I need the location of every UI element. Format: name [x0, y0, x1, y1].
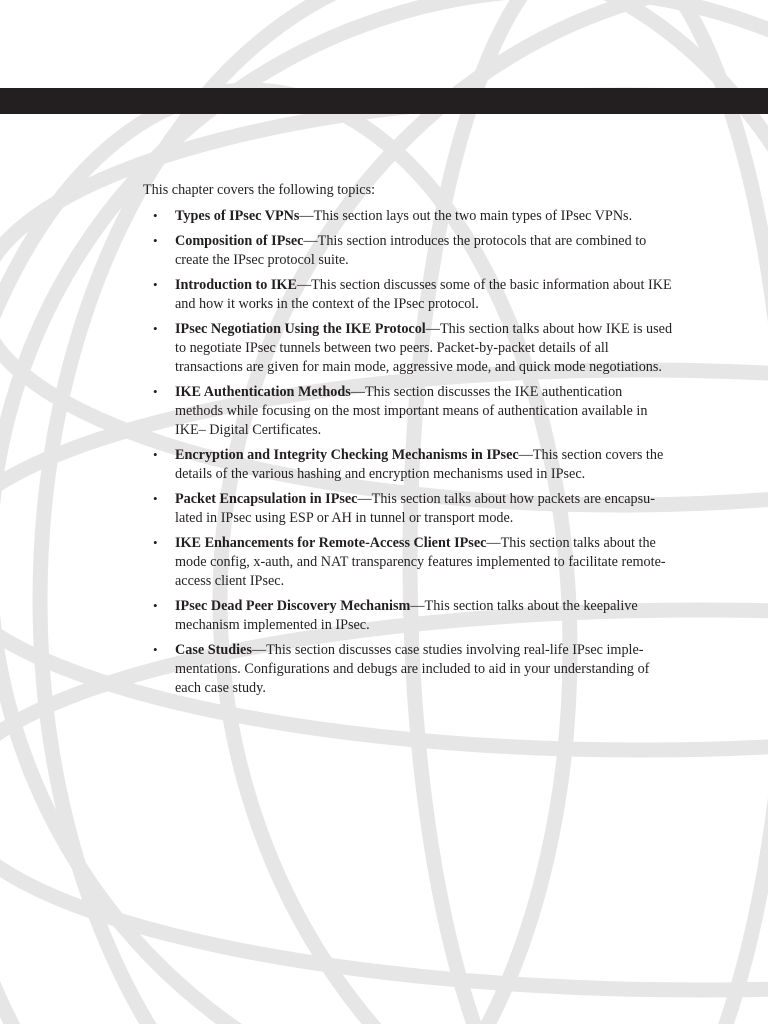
em-dash: — [251, 642, 267, 658]
list-item [143, 383, 673, 440]
bullet-icon: • [153, 642, 158, 657]
bullet-icon: • [153, 384, 158, 399]
em-dash: — [425, 321, 440, 337]
topic-description: This section talks about the keepalive mechanism implemented in IPsec. [175, 598, 638, 633]
list-item [143, 446, 673, 484]
em-dash: — [357, 491, 372, 507]
topic-description: This section introduces the protocols that are combined to create the IPsec protocol suite. [175, 233, 647, 268]
topic-term: IPsec Dead Peer Discovery Mechanism [175, 598, 411, 614]
list-item [143, 597, 673, 635]
em-dash: — [299, 208, 314, 224]
bullet-icon: • [153, 535, 158, 550]
em-dash: — [486, 535, 501, 551]
bullet-icon: • [153, 208, 158, 223]
em-dash: — [350, 384, 365, 400]
topic-description: This section discusses case studies involving real-life IPsec implementations. Configurations and debugs are included to aid in your understanding of each case study. [175, 642, 650, 696]
em-dash: — [410, 598, 425, 614]
bullet-icon: • [153, 447, 158, 462]
topic-term: Types of IPsec VPNs [175, 208, 300, 224]
topic-term: IKE Enhancements for Remote-Access Client IPsec [175, 535, 487, 551]
topic-description: This section discusses the IKE authentication methods while focusing on the most important means of authentication available in IKE– Digital Certificates. [175, 384, 648, 438]
topics-list [143, 207, 673, 698]
topic-term: IKE Authentication Methods [175, 384, 351, 400]
topic-description: This section talks about how IKE is used to negotiate IPsec tunnels between two peers. Packet-by-packet details of all transactions are given for main mode, aggressive mode, and quick mode negotiations. [175, 321, 673, 375]
bullet-icon: • [153, 233, 158, 248]
list-item [143, 490, 673, 528]
topic-term: Case Studies [175, 642, 252, 658]
list-item [143, 232, 673, 270]
topic-term: IPsec Negotiation Using the IKE Protocol [175, 321, 426, 337]
topic-description: This section talks about the mode config, x-auth, and NAT transparency features implemented to facilitate remote-access client IPsec. [175, 535, 666, 589]
list-item [143, 641, 673, 698]
topic-description: This section talks about how packets are encapsulated in IPsec using ESP or AH in tunnel or transport mode. [175, 491, 655, 526]
list-item [143, 207, 673, 226]
topic-description: This section discusses some of the basic information about IKE and how it works in the context of the IPsec protocol. [175, 277, 672, 312]
topic-description: This section covers the details of the various hashing and encryption mechanisms used in IPsec. [175, 447, 664, 482]
list-item [143, 276, 673, 314]
list-item [143, 320, 673, 377]
topic-term: Introduction to IKE [175, 277, 297, 293]
topic-description: This section lays out the two main types of IPsec VPNs. [313, 208, 633, 224]
bullet-icon: • [153, 491, 158, 506]
bullet-icon: • [153, 321, 158, 336]
bullet-icon: • [153, 277, 158, 292]
topic-term: Encryption and Integrity Checking Mechanisms in IPsec [175, 447, 519, 463]
bullet-icon: • [153, 598, 158, 613]
chapter-header-bar [0, 88, 768, 114]
topics-intro: This chapter covers the following topics: [143, 182, 376, 198]
topic-term: Packet Encapsulation in IPsec [175, 491, 358, 507]
em-dash: — [518, 447, 533, 463]
topic-term: Composition of IPsec [175, 233, 304, 249]
em-dash: — [303, 233, 318, 249]
list-item [143, 534, 673, 591]
chapter-topics-section [143, 181, 673, 704]
em-dash: — [296, 277, 312, 293]
